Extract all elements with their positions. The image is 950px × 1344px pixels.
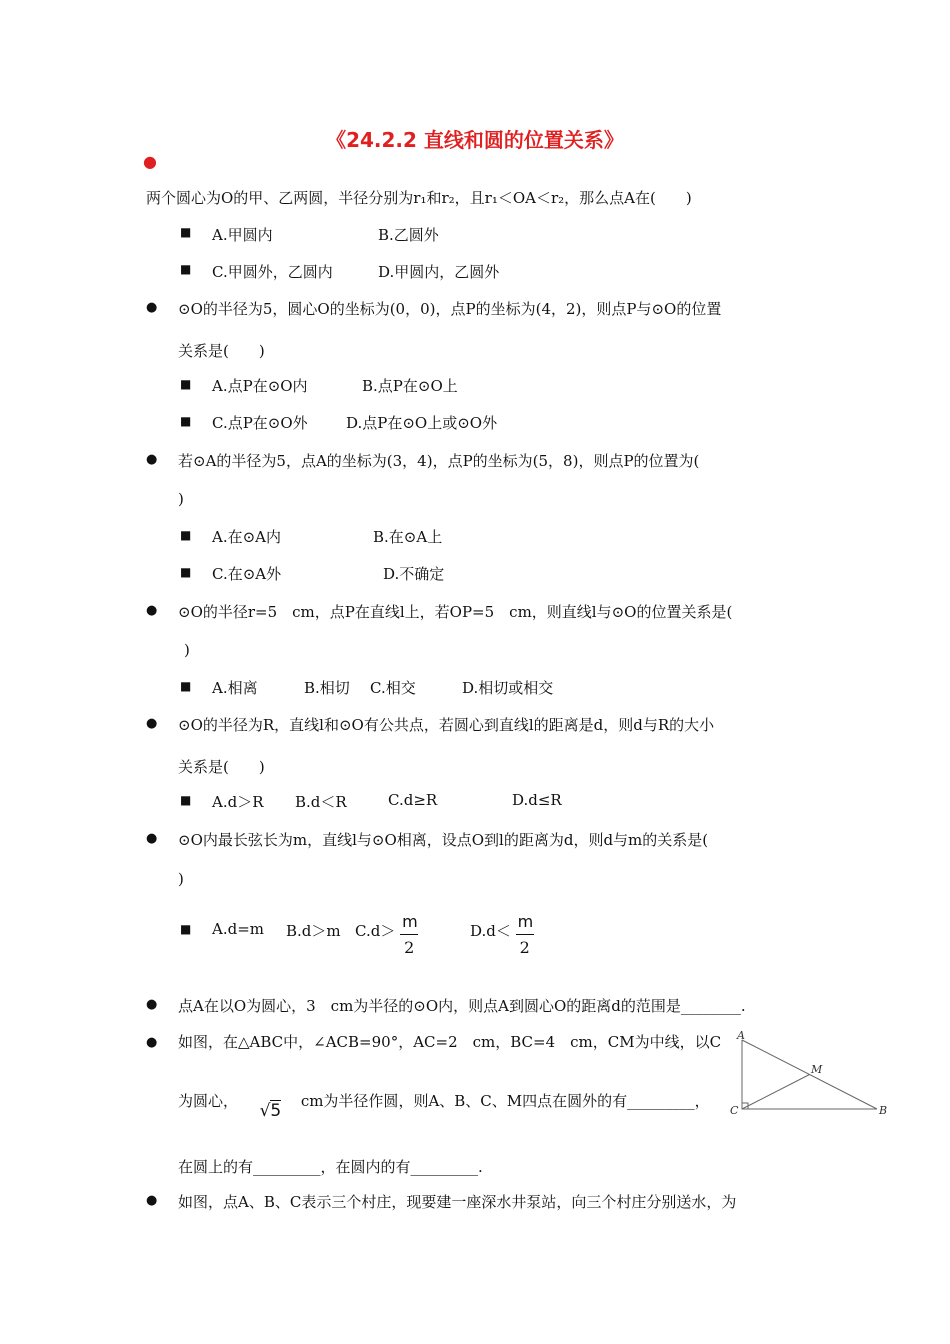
fraction-numerator: m xyxy=(517,912,534,931)
question-5-line1: ⊙O的半径为R，直线l和⊙O有公共点，若圆心到直线l的距离是d，则d与R的大小 xyxy=(178,716,715,734)
q6-option-c xyxy=(355,912,420,957)
round-bullet: ● xyxy=(146,452,158,467)
page-title: 《24.2.2 直线和圆的位置关系》 xyxy=(326,128,624,152)
question-8-line2-end: cm为半径作圆，则A、B、C、M四点在圆外的有_________， xyxy=(300,1092,710,1110)
q1-option-b: B.乙圆外 xyxy=(378,226,439,244)
round-bullet: ● xyxy=(146,1193,158,1208)
square-bullet: ■ xyxy=(180,414,192,428)
q6-option-d xyxy=(470,912,536,957)
q6-option-d-label: D.d＜ xyxy=(470,922,511,940)
q4-option-c: C.相交 xyxy=(370,679,416,697)
q3-option-b: B.在⊙A上 xyxy=(373,528,443,546)
q5-option-b: B.d＜R xyxy=(295,793,347,811)
question-4-line1: ⊙O的半径r=5 cm，点P在直线l上，若OP=5 cm，则直线l与⊙O的位置关系是( xyxy=(178,603,733,621)
q3-option-d: D.不确定 xyxy=(383,565,445,583)
q5-option-a: A.d＞R xyxy=(212,793,264,811)
square-bullet: ■ xyxy=(180,922,192,936)
square-bullet: ■ xyxy=(180,225,192,239)
q6-option-b: B.d＞m xyxy=(286,922,341,940)
question-4-line2: ) xyxy=(184,641,190,659)
question-9-text: 如图，点A、B、C表示三个村庄，现要建一座深水井泵站，向三个村庄分别送水，为 xyxy=(178,1193,737,1211)
fraction-numerator: m xyxy=(402,912,418,931)
question-5-line2: 关系是( ) xyxy=(178,758,265,776)
q6-option-c-label: C.d＞ xyxy=(355,922,396,940)
question-3-line2: ) xyxy=(178,490,184,508)
red-bullet: ● xyxy=(143,152,157,171)
q3-option-c: C.在⊙A外 xyxy=(212,565,282,583)
label-a: A xyxy=(737,1029,745,1042)
fraction-bar xyxy=(400,934,418,935)
round-bullet: ● xyxy=(146,831,158,846)
q4-option-b: B.相切 xyxy=(304,679,350,697)
question-8-line2 xyxy=(178,1090,710,1121)
round-bullet: ● xyxy=(146,997,158,1012)
sqrt-radicand: 5 xyxy=(270,1101,282,1121)
q2-option-b: B.点P在⊙O上 xyxy=(362,377,458,395)
triangle-figure xyxy=(725,1025,895,1125)
fraction-bar xyxy=(516,934,534,935)
question-8-line1: 如图，在△ABC中，∠ACB=90°，AC=2 cm，BC=4 cm，CM为中线，以C xyxy=(178,1033,722,1051)
question-8-line3: 在圆上的有_________，在圆内的有_________. xyxy=(178,1158,483,1176)
q2-option-d: D.点P在⊙O上或⊙O外 xyxy=(346,414,498,432)
question-1-text: 两个圆心为O的甲、乙两圆，半径分别为r₁和r₂，且r₁＜OA＜r₂，那么点A在( ) xyxy=(146,189,692,207)
question-2-line1: ⊙O的半径为5，圆心O的坐标为(0，0)，点P的坐标为(4，2)，则点P与⊙O的位置 xyxy=(178,300,722,318)
square-bullet: ■ xyxy=(180,565,192,579)
round-bullet: ● xyxy=(146,300,158,315)
q1-option-a: A.甲圆内 xyxy=(212,226,273,244)
label-m: M xyxy=(811,1063,823,1076)
square-bullet: ■ xyxy=(180,793,192,807)
square-bullet: ■ xyxy=(180,679,192,693)
q5-option-d: D.d≤R xyxy=(512,791,562,809)
q6-option-a: A.d=m xyxy=(212,920,264,938)
question-8-line2-start: 为圆心， xyxy=(178,1092,239,1110)
sqrt-5: √5 xyxy=(259,1101,282,1121)
question-6-line1: ⊙O内最长弦长为m，直线l与⊙O相离，设点O到l的距离为d，则d与m的关系是( xyxy=(178,831,709,849)
q2-option-c: C.点P在⊙O外 xyxy=(212,414,308,432)
q4-option-a: A.相离 xyxy=(212,679,258,697)
question-6-line2: ) xyxy=(178,870,184,888)
round-bullet: ● xyxy=(146,716,158,731)
question-2-line2: 关系是( ) xyxy=(178,342,265,360)
median-cm xyxy=(742,1075,810,1110)
square-bullet: ■ xyxy=(180,528,192,542)
q1-option-c: C.甲圆外，乙圆内 xyxy=(212,263,333,281)
q1-option-d: D.甲圆内，乙圆外 xyxy=(378,263,500,281)
label-c: C xyxy=(730,1104,739,1117)
square-bullet: ■ xyxy=(180,377,192,391)
round-bullet: ● xyxy=(146,603,158,618)
q4-option-d: D.相切或相交 xyxy=(462,679,554,697)
square-bullet: ■ xyxy=(180,262,192,276)
q3-option-a: A.在⊙A内 xyxy=(212,528,282,546)
question-7-text: 点A在以O为圆心，3 cm为半径的⊙O内，则点A到圆心O的距离d的范围是________. xyxy=(178,997,746,1015)
q2-option-a: A.点P在⊙O内 xyxy=(212,377,308,395)
fraction-denominator: 2 xyxy=(519,938,530,957)
q5-option-c: C.d≥R xyxy=(388,791,438,809)
round-bullet: ● xyxy=(146,1035,158,1050)
label-b: B xyxy=(879,1104,888,1117)
fraction-denominator: 2 xyxy=(404,938,415,957)
question-3-line1: 若⊙A的半径为5，点A的坐标为(3，4)，点P的坐标为(5，8)，则点P的位置为( xyxy=(178,452,700,470)
